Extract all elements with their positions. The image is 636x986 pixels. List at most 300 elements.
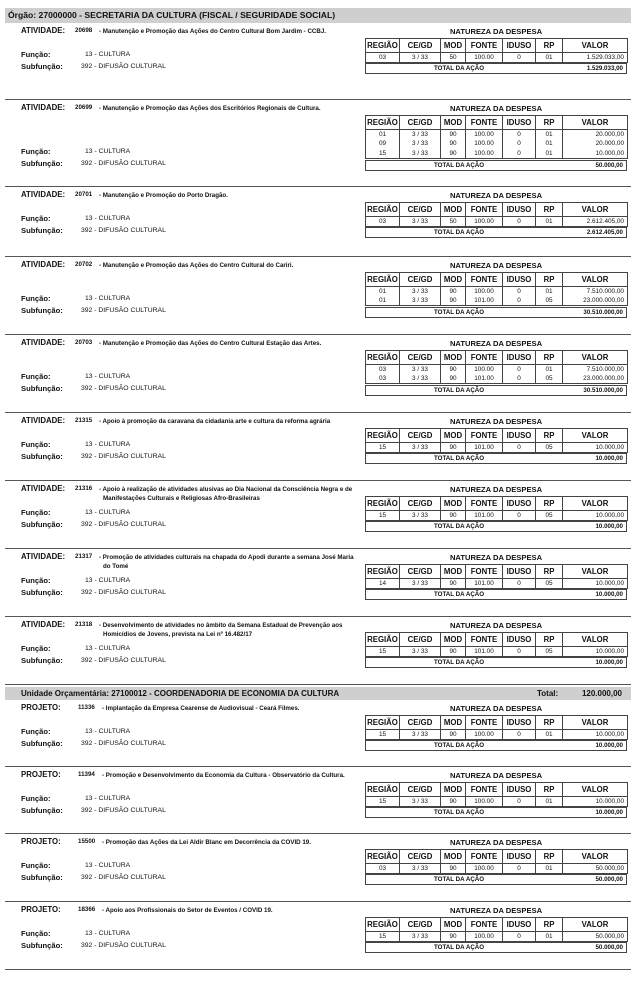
natureza-heading: NATUREZA DA DESPESA: [449, 27, 543, 36]
action-title: - Promoção e Desenvolvimento da Economia da Cultura - Observatório da Cultura.: [102, 772, 345, 779]
total-acao-row: [365, 63, 627, 74]
column-header: VALOR: [563, 850, 628, 864]
table-cell: 0: [503, 730, 536, 740]
table-cell: 10.000,00: [563, 443, 628, 453]
column-header: RP: [536, 203, 563, 217]
table-cell: 90: [441, 130, 466, 140]
table-cell: 20.000,00: [563, 139, 628, 149]
column-header: REGIÃO: [366, 39, 400, 53]
action-title: - Manutenção e Promoção das Ações do Centro Cultural Bom Jardim - CCBJ.: [99, 28, 327, 35]
column-header: MOD: [441, 565, 466, 579]
subfuncao-label: Subfunção:: [21, 306, 63, 315]
funcao-value: 13 - CULTURA: [85, 577, 131, 584]
table-cell: 01: [366, 296, 400, 306]
table-cell: 100.00: [466, 864, 503, 874]
column-header: CE/GD: [400, 783, 441, 797]
column-header: CE/GD: [400, 633, 441, 647]
table-cell: 90: [441, 797, 466, 807]
action-type-label: ATIVIDADE:: [21, 620, 66, 629]
action-block: [5, 902, 631, 970]
table-cell: 100.00: [466, 130, 503, 140]
action-block: [5, 257, 631, 335]
table-cell: 3 / 33: [400, 797, 441, 807]
natureza-table: [365, 715, 628, 740]
table-cell: 09: [366, 139, 400, 149]
column-header: VALOR: [563, 39, 628, 53]
column-header: FONTE: [466, 633, 503, 647]
column-header: FONTE: [466, 351, 503, 365]
table-row: [366, 374, 628, 384]
table-cell: 15: [366, 797, 400, 807]
total-acao-row: [365, 227, 627, 238]
table-cell: 0: [503, 53, 536, 63]
total-acao-label: TOTAL DA AÇÃO: [434, 659, 485, 666]
total-acao-label: TOTAL DA AÇÃO: [434, 742, 485, 749]
table-cell: 23.000.000,00: [563, 374, 628, 384]
table-row: [366, 932, 628, 942]
column-header: FONTE: [466, 918, 503, 932]
table-cell: 01: [366, 130, 400, 140]
column-header: MOD: [441, 203, 466, 217]
natureza-table: [365, 917, 628, 942]
subfuncao-value: 392 - DIFUSÃO CULTURAL: [81, 942, 166, 949]
table-cell: 101.00: [466, 511, 503, 521]
column-header: VALOR: [563, 716, 628, 730]
action-block: [5, 549, 631, 617]
column-header: FONTE: [466, 116, 503, 130]
table-cell: 101.00: [466, 374, 503, 384]
column-header: IDUSO: [503, 203, 536, 217]
table-cell: 01: [536, 730, 563, 740]
column-header: CE/GD: [400, 116, 441, 130]
natureza-heading: NATUREZA DA DESPESA: [449, 553, 543, 562]
column-header: CE/GD: [400, 850, 441, 864]
table-cell: 100.00: [466, 730, 503, 740]
total-acao-value: 30.510.000,00: [583, 309, 623, 316]
total-acao-value: 10.000,00: [595, 523, 623, 530]
table-cell: 10.000,00: [563, 797, 628, 807]
budget-document: [5, 8, 631, 970]
subfuncao-value: 392 - DIFUSÃO CULTURAL: [81, 657, 166, 664]
table-cell: 100.00: [466, 287, 503, 297]
column-header: IDUSO: [503, 273, 536, 287]
column-header: VALOR: [563, 497, 628, 511]
table-cell: 50: [441, 53, 466, 63]
column-header: MOD: [441, 850, 466, 864]
table-cell: 3 / 33: [400, 149, 441, 159]
table-cell: 01: [536, 287, 563, 297]
column-header: IDUSO: [503, 351, 536, 365]
table-cell: 3 / 33: [400, 730, 441, 740]
action-title: - Manutenção e Promoção das Ações do Centro Cultural Estação das Artes.: [99, 340, 322, 347]
table-cell: 15: [366, 647, 400, 657]
column-header: RP: [536, 429, 563, 443]
table-row: [366, 647, 628, 657]
action-block: [5, 700, 631, 767]
column-header: CE/GD: [400, 716, 441, 730]
column-header: IDUSO: [503, 565, 536, 579]
total-acao-value: 1.529.033,00: [586, 65, 623, 72]
table-cell: 01: [536, 53, 563, 63]
funcao-label: Função:: [21, 294, 51, 303]
total-acao-label: TOTAL DA AÇÃO: [434, 162, 485, 169]
table-cell: 0: [503, 217, 536, 227]
subfuncao-value: 392 - DIFUSÃO CULTURAL: [81, 453, 166, 460]
action-block: [5, 413, 631, 481]
table-cell: 101.00: [466, 443, 503, 453]
column-header: FONTE: [466, 497, 503, 511]
action-block: [5, 187, 631, 257]
natureza-table: [365, 849, 628, 874]
table-row: [366, 287, 628, 297]
table-cell: 100.00: [466, 139, 503, 149]
table-cell: 05: [536, 647, 563, 657]
table-cell: 0: [503, 647, 536, 657]
action-code: 18366: [78, 906, 96, 913]
funcao-label: Função:: [21, 440, 51, 449]
column-header: REGIÃO: [366, 633, 400, 647]
table-row: [366, 797, 628, 807]
table-row: [366, 130, 628, 140]
table-row: [366, 443, 628, 453]
action-block: [5, 100, 631, 187]
table-cell: 1.529.033,00: [563, 53, 628, 63]
action-list: [5, 23, 631, 970]
action-code: 21316: [75, 485, 93, 492]
column-header: VALOR: [563, 273, 628, 287]
action-block: [5, 767, 631, 834]
table-cell: 01: [536, 365, 563, 375]
table-cell: 0: [503, 511, 536, 521]
table-cell: 05: [536, 443, 563, 453]
table-cell: 01: [536, 139, 563, 149]
total-acao-value: 30.510.000,00: [583, 387, 623, 394]
table-cell: 50.000,00: [563, 932, 628, 942]
subfuncao-label: Subfunção:: [21, 739, 63, 748]
table-cell: 10.000,00: [563, 647, 628, 657]
column-header: RP: [536, 716, 563, 730]
table-cell: 01: [536, 797, 563, 807]
action-code: 20701: [75, 191, 93, 198]
funcao-label: Função:: [21, 372, 51, 381]
natureza-table: [365, 350, 628, 384]
action-code: 21318: [75, 621, 93, 628]
column-header: MOD: [441, 633, 466, 647]
table-row: [366, 53, 628, 63]
column-header: CE/GD: [400, 429, 441, 443]
table-cell: 90: [441, 647, 466, 657]
action-block: [5, 481, 631, 549]
action-type-label: ATIVIDADE:: [21, 190, 66, 199]
column-header: CE/GD: [400, 39, 441, 53]
column-header: REGIÃO: [366, 565, 400, 579]
column-header: IDUSO: [503, 497, 536, 511]
column-header: RP: [536, 633, 563, 647]
natureza-heading: NATUREZA DA DESPESA: [449, 191, 543, 200]
action-type-label: ATIVIDADE:: [21, 416, 66, 425]
column-header: FONTE: [466, 273, 503, 287]
table-cell: 05: [536, 296, 563, 306]
action-block: [5, 617, 631, 685]
table-cell: 15: [366, 443, 400, 453]
table-cell: 90: [441, 287, 466, 297]
subfuncao-label: Subfunção:: [21, 384, 63, 393]
column-header: RP: [536, 783, 563, 797]
funcao-value: 13 - CULTURA: [85, 215, 131, 222]
action-title: - Apoio aos Profissionais do Setor de Eventos / COVID 19.: [102, 907, 273, 914]
funcao-value: 13 - CULTURA: [85, 295, 131, 302]
table-cell: 10.000,00: [563, 149, 628, 159]
table-cell: 01: [536, 217, 563, 227]
total-acao-label: TOTAL DA AÇÃO: [434, 65, 485, 72]
table-cell: 0: [503, 149, 536, 159]
natureza-table: [365, 496, 628, 521]
column-header: REGIÃO: [366, 116, 400, 130]
table-cell: 3 / 33: [400, 647, 441, 657]
column-header: CE/GD: [400, 565, 441, 579]
action-block: [5, 23, 631, 100]
total-acao-row: [365, 740, 627, 751]
total-acao-row: [365, 453, 627, 464]
column-header: REGIÃO: [366, 716, 400, 730]
subfuncao-label: Subfunção:: [21, 806, 63, 815]
table-cell: 20.000,00: [563, 130, 628, 140]
column-header: RP: [536, 497, 563, 511]
action-title: - Apoio à realização de atividades alusivas ao Dia Nacional da Consciência Negra e de Manifestações Culturais e Religiosas Afro-Brasileiras: [99, 486, 353, 502]
table-cell: 0: [503, 443, 536, 453]
column-header: CE/GD: [400, 918, 441, 932]
column-header: IDUSO: [503, 633, 536, 647]
column-header: MOD: [441, 429, 466, 443]
table-cell: 01: [536, 130, 563, 140]
natureza-table: [365, 564, 628, 589]
funcao-value: 13 - CULTURA: [85, 728, 131, 735]
natureza-heading: NATUREZA DA DESPESA: [449, 417, 543, 426]
column-header: MOD: [441, 351, 466, 365]
column-header: CE/GD: [400, 497, 441, 511]
action-title: - Manutenção e Promoção das Ações dos Escritórios Regionais de Cultura.: [99, 105, 321, 112]
table-cell: 90: [441, 730, 466, 740]
funcao-label: Função:: [21, 929, 51, 938]
column-header: FONTE: [466, 565, 503, 579]
funcao-value: 13 - CULTURA: [85, 509, 131, 516]
total-acao-row: [365, 657, 627, 668]
column-header: VALOR: [563, 633, 628, 647]
table-cell: 50.000,00: [563, 864, 628, 874]
action-title: - Apoio à promoção da caravana da cidadania arte e cultura da reforma agrária: [99, 418, 331, 425]
column-header: VALOR: [563, 203, 628, 217]
total-acao-label: TOTAL DA AÇÃO: [434, 876, 485, 883]
table-cell: 15: [366, 932, 400, 942]
column-header: VALOR: [563, 565, 628, 579]
table-cell: 100.00: [466, 53, 503, 63]
column-header: REGIÃO: [366, 918, 400, 932]
column-header: MOD: [441, 918, 466, 932]
natureza-heading: NATUREZA DA DESPESA: [449, 485, 543, 494]
column-header: VALOR: [563, 351, 628, 365]
subfuncao-value: 392 - DIFUSÃO CULTURAL: [81, 227, 166, 234]
total-acao-row: [365, 385, 627, 396]
natureza-heading: NATUREZA DA DESPESA: [449, 621, 543, 630]
column-header: IDUSO: [503, 918, 536, 932]
table-cell: 2.612.405,00: [563, 217, 628, 227]
table-cell: 10.000,00: [563, 579, 628, 589]
funcao-label: Função:: [21, 50, 51, 59]
column-header: VALOR: [563, 116, 628, 130]
funcao-value: 13 - CULTURA: [85, 862, 131, 869]
table-cell: 01: [366, 287, 400, 297]
column-header: REGIÃO: [366, 497, 400, 511]
table-cell: 3 / 33: [400, 53, 441, 63]
table-cell: 90: [441, 443, 466, 453]
table-cell: 0: [503, 864, 536, 874]
action-code: 15500: [78, 838, 96, 845]
table-cell: 0: [503, 579, 536, 589]
subfuncao-value: 392 - DIFUSÃO CULTURAL: [81, 307, 166, 314]
table-cell: 3 / 33: [400, 864, 441, 874]
table-cell: 0: [503, 139, 536, 149]
natureza-table: [365, 38, 628, 63]
natureza-table: [365, 632, 628, 657]
table-cell: 23.000.000,00: [563, 296, 628, 306]
table-cell: 90: [441, 932, 466, 942]
natureza-table: [365, 202, 628, 227]
subfuncao-value: 392 - DIFUSÃO CULTURAL: [81, 385, 166, 392]
action-title: - Implantação da Empresa Cearense de Audiovisual - Ceará Filmes.: [102, 705, 300, 712]
action-code: 20702: [75, 261, 93, 268]
funcao-label: Função:: [21, 727, 51, 736]
action-block: [5, 335, 631, 413]
table-row: [366, 365, 628, 375]
funcao-value: 13 - CULTURA: [85, 51, 131, 58]
subfuncao-label: Subfunção:: [21, 452, 63, 461]
table-cell: 0: [503, 365, 536, 375]
table-cell: 03: [366, 53, 400, 63]
column-header: VALOR: [563, 783, 628, 797]
column-header: MOD: [441, 273, 466, 287]
table-cell: 3 / 33: [400, 511, 441, 521]
subfuncao-label: Subfunção:: [21, 226, 63, 235]
natureza-table: [365, 428, 628, 453]
action-type-label: ATIVIDADE:: [21, 260, 66, 269]
table-cell: 0: [503, 296, 536, 306]
unidade-total-value: 120.000,00: [581, 689, 622, 698]
table-cell: 14: [366, 579, 400, 589]
total-acao-row: [365, 807, 627, 818]
table-cell: 3 / 33: [400, 579, 441, 589]
table-cell: 90: [441, 579, 466, 589]
subfuncao-value: 392 - DIFUSÃO CULTURAL: [81, 740, 166, 747]
column-header: REGIÃO: [366, 273, 400, 287]
natureza-heading: NATUREZA DA DESPESA: [449, 104, 543, 113]
column-header: RP: [536, 565, 563, 579]
funcao-label: Função:: [21, 576, 51, 585]
action-type-label: PROJETO:: [21, 837, 61, 846]
table-row: [366, 296, 628, 306]
table-cell: 3 / 33: [400, 217, 441, 227]
total-acao-value: 2.612.405,00: [586, 229, 623, 236]
action-type-label: ATIVIDADE:: [21, 338, 66, 347]
action-title: - Promoção de atividades culturais na chapada do Apodi durante a semana José Maria do Tomé: [99, 554, 354, 570]
column-header: IDUSO: [503, 116, 536, 130]
action-type-label: PROJETO:: [21, 905, 61, 914]
column-header: MOD: [441, 497, 466, 511]
total-acao-label: TOTAL DA AÇÃO: [434, 309, 485, 316]
total-acao-label: TOTAL DA AÇÃO: [434, 229, 485, 236]
column-header: FONTE: [466, 850, 503, 864]
column-header: RP: [536, 351, 563, 365]
column-header: MOD: [441, 116, 466, 130]
table-row: [366, 139, 628, 149]
funcao-label: Função:: [21, 644, 51, 653]
table-cell: 3 / 33: [400, 443, 441, 453]
orgao-header: Órgão: 27000000 - SECRETARIA DA CULTURA (FISCAL / SEGURIDADE SOCIAL): [5, 8, 631, 23]
funcao-label: Função:: [21, 794, 51, 803]
funcao-value: 13 - CULTURA: [85, 441, 131, 448]
table-cell: 90: [441, 365, 466, 375]
funcao-label: Função:: [21, 861, 51, 870]
action-title: - Manutenção e Promoção das Ações do Centro Cultural do Cariri.: [99, 262, 294, 269]
table-cell: 90: [441, 374, 466, 384]
funcao-value: 13 - CULTURA: [85, 148, 131, 155]
table-cell: 90: [441, 296, 466, 306]
column-header: CE/GD: [400, 203, 441, 217]
total-acao-row: [365, 521, 627, 532]
natureza-table: [365, 782, 628, 807]
table-cell: 05: [536, 579, 563, 589]
subfuncao-label: Subfunção:: [21, 520, 63, 529]
column-header: MOD: [441, 783, 466, 797]
table-cell: 90: [441, 149, 466, 159]
table-cell: 03: [366, 374, 400, 384]
unidade-header: [5, 687, 631, 700]
total-acao-label: TOTAL DA AÇÃO: [434, 809, 485, 816]
table-cell: 101.00: [466, 579, 503, 589]
action-code: 21315: [75, 417, 93, 424]
table-cell: 03: [366, 864, 400, 874]
subfuncao-value: 392 - DIFUSÃO CULTURAL: [81, 160, 166, 167]
column-header: REGIÃO: [366, 351, 400, 365]
action-code: 11336: [78, 704, 95, 711]
total-acao-row: [365, 307, 627, 318]
column-header: IDUSO: [503, 850, 536, 864]
table-cell: 3 / 33: [400, 130, 441, 140]
funcao-label: Função:: [21, 508, 51, 517]
funcao-label: Função:: [21, 214, 51, 223]
table-cell: 01: [536, 932, 563, 942]
total-acao-value: 50.000,00: [595, 162, 623, 169]
subfuncao-value: 392 - DIFUSÃO CULTURAL: [81, 521, 166, 528]
table-cell: 100.00: [466, 365, 503, 375]
table-cell: 10.000,00: [563, 730, 628, 740]
subfuncao-value: 392 - DIFUSÃO CULTURAL: [81, 874, 166, 881]
table-cell: 05: [536, 511, 563, 521]
total-acao-label: TOTAL DA AÇÃO: [434, 455, 485, 462]
funcao-value: 13 - CULTURA: [85, 795, 131, 802]
subfuncao-value: 392 - DIFUSÃO CULTURAL: [81, 589, 166, 596]
column-header: FONTE: [466, 716, 503, 730]
table-cell: 0: [503, 797, 536, 807]
table-cell: 7.510.000,00: [563, 365, 628, 375]
table-cell: 101.00: [466, 296, 503, 306]
column-header: IDUSO: [503, 39, 536, 53]
total-acao-label: TOTAL DA AÇÃO: [434, 944, 485, 951]
action-code: 21317: [75, 553, 93, 560]
action-title: - Manutenção e Promoção do Porto Dragão.: [99, 192, 228, 199]
subfuncao-value: 392 - DIFUSÃO CULTURAL: [81, 807, 166, 814]
table-cell: 05: [536, 374, 563, 384]
natureza-heading: NATUREZA DA DESPESA: [449, 906, 543, 915]
